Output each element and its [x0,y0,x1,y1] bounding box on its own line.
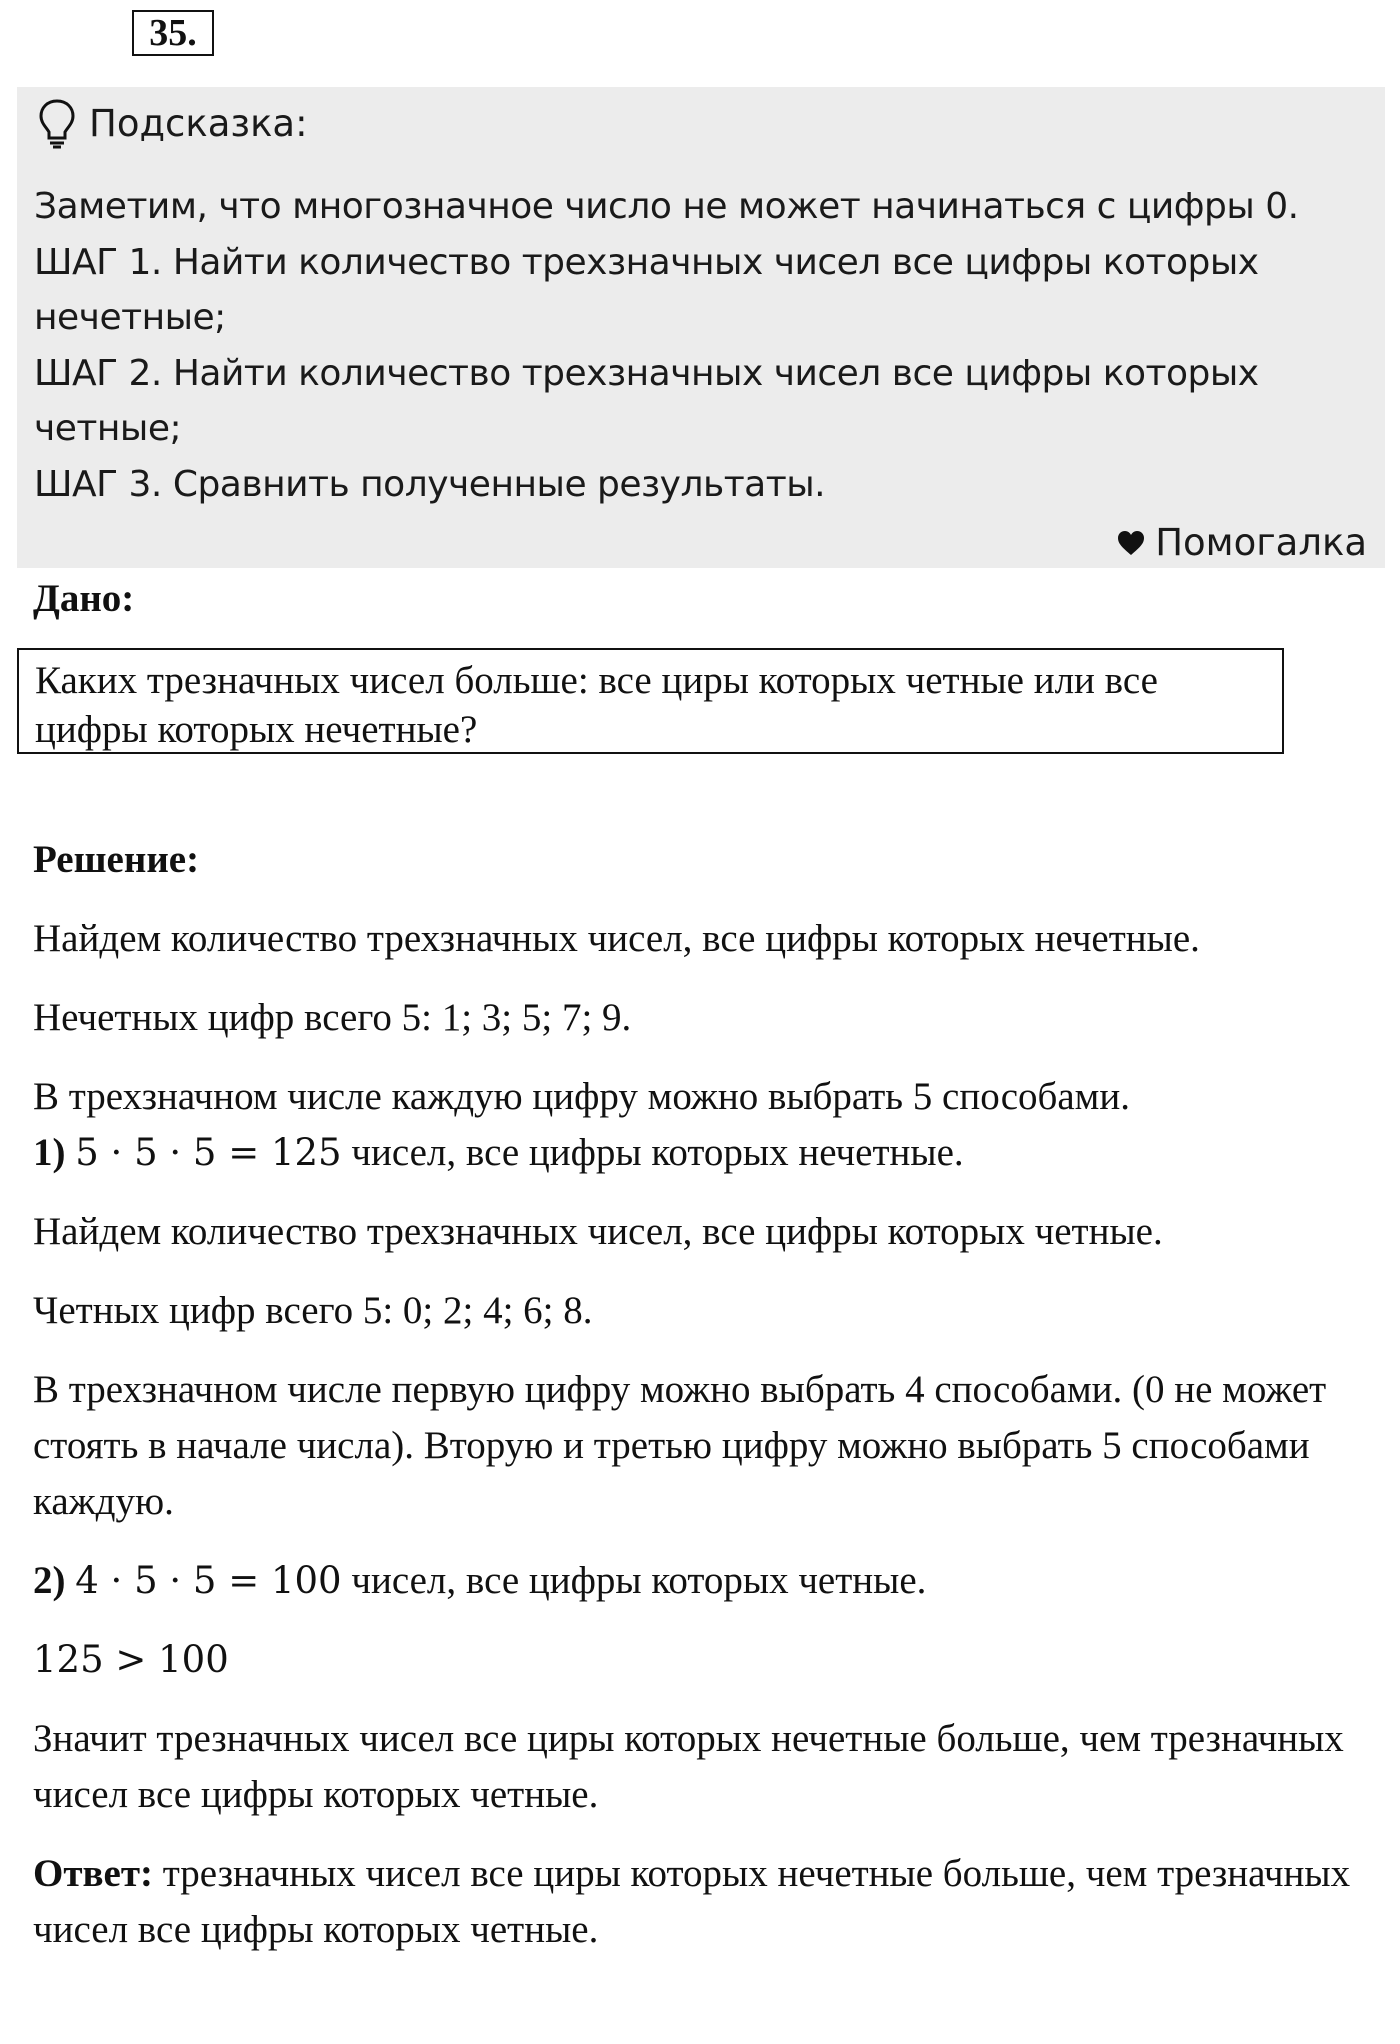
solution-paragraph: Четных цифр всего 5: 0; 2; 4; 6; 8. [33,1289,593,1332]
step-text: чисел, все цифры которых четные. [341,1559,927,1602]
hint-body [34,179,1365,512]
solution-step-2 [33,1553,1378,1609]
solution [33,832,1378,1981]
problem-number: 35. [132,10,214,56]
hint-panel [17,87,1385,568]
hint-title: Подсказка: [89,101,308,145]
hint-header [37,97,308,149]
comparison [33,1632,1378,1688]
heart-icon [1117,530,1145,556]
hint-note: Заметим, что многозначное число не может начинаться с цифры 0. [34,186,1299,227]
step-label: 2) [33,1559,66,1602]
lightbulb-icon [37,97,77,149]
brand-name: Помогалка [1155,521,1367,564]
step-2-text: Найти количество трехзначных чисел все цифры которых четные; [34,352,1259,449]
step-label: 1) [33,1131,66,1174]
step-text: чисел, все цифры которых нечетные. [341,1131,964,1174]
step-3-label: ШАГ 3. [34,463,162,505]
hint-step-1 [34,235,1365,346]
hint-step-2 [34,346,1365,457]
solution-paragraph: Найдем количество трехзначных чисел, все цифры которых четные. [33,1210,1163,1253]
conclusion: Значит трезначных чисел все циры которых нечетные больше, чем трезначных чисел все цифры которых четные. [33,1717,1344,1816]
solution-paragraph: В трехзначном числе каждую цифру можно выбрать 5 способами. [33,1075,1130,1118]
formula: 5 · 5 · 5 = 125 [75,1131,342,1174]
hint-step-3 [34,457,1365,513]
formula: 125 > 100 [33,1638,229,1681]
answer [33,1846,1378,1958]
formula: 4 · 5 · 5 = 100 [75,1559,342,1602]
answer-label: Ответ: [33,1852,154,1895]
brand-footer [1117,521,1367,564]
solution-label: Решение: [33,838,200,881]
answer-text: трезначных чисел все циры которых нечетные больше, чем трезначных чисел все цифры которых четные. [33,1852,1351,1951]
given-label: Дано: [33,577,135,620]
step-1-label: ШАГ 1. [34,241,162,283]
step-3-text: Сравнить полученные результаты. [161,463,826,505]
solution-paragraph: Нечетных цифр всего 5: 1; 3; 5; 7; 9. [33,996,632,1039]
given-box: Каких трезначных чисел больше: все циры которых четные или все цифры которых нечетные? [17,648,1284,754]
solution-paragraph: Найдем количество трехзначных чисел, все цифры которых нечетные. [33,917,1200,960]
solution-paragraph: В трехзначном числе первую цифру можно выбрать 4 способами. (0 не может стоять в начале числа). Вторую и третью цифру можно выбрать 5 способами каждую. [33,1368,1327,1523]
solution-step-1 [33,1125,1378,1181]
step-2-label: ШАГ 2. [34,352,162,394]
step-1-text: Найти количество трехзначных чисел все цифры которых нечетные; [34,241,1259,338]
